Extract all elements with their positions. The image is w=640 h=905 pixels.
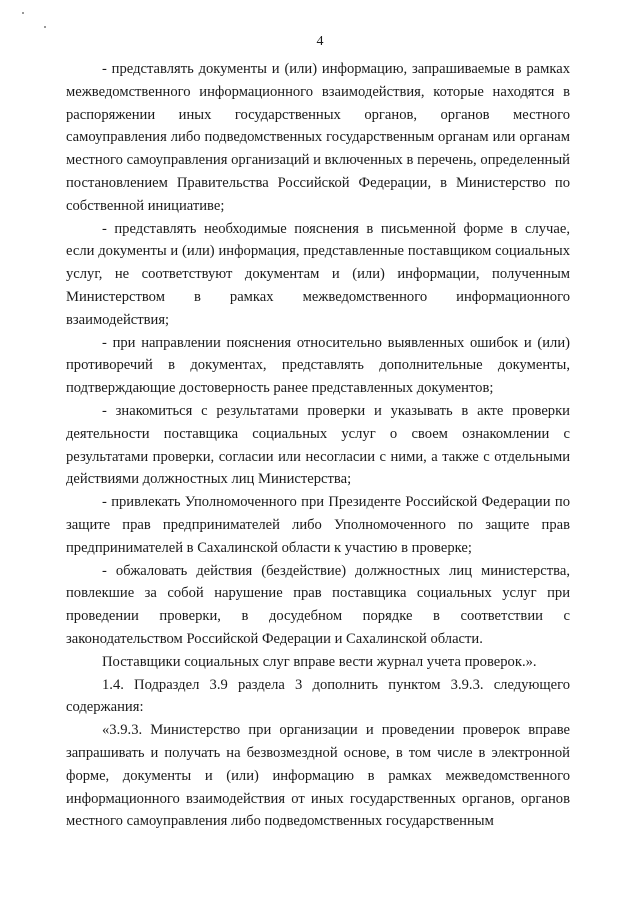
- document-body: [66, 58, 570, 833]
- page-number: 4: [316, 34, 324, 49]
- scan-speck: [22, 12, 24, 14]
- scan-speck: [44, 26, 46, 28]
- paragraph-clause-3-9-3: «3.9.3. Министерство при организации и проведении проверок вправе запрашивать и получать на безвозмездной основе, в том числе в электронной форме, документы и (или) информацию в рамках межведомственного информационного взаимодействия от иных государственных органов, органов местного самоуправления либо подведомственных государственным: [66, 722, 570, 830]
- paragraph-written-explanations: - представлять необходимые пояснения в письменной форме в случае, если документы и (или) информация, представленные поставщиком социальных услуг, не соответствуют документам и (или) информации, полученным Министерством в рамках межведомственного информационного взаимодействия;: [66, 220, 570, 328]
- paragraph-inspection-journal: Поставщики социальных слуг вправе вести журнал учета проверок.».: [102, 653, 537, 670]
- paragraph-submit-documents: - представлять документы и (или) информацию, запрашиваемые в рамках межведомственного информационного взаимодействия, которые находятся в распоряжении иных государственных органов, органов местного самоуправления либо подведомственных государственным органам или органам местного самоуправления организаций и включенных в перечень, определенный постановлением Правительства Российской Федерации, в Министерство по собственной инициативе;: [66, 61, 570, 214]
- paragraph-amendment-1-4: 1.4. Подраздел 3.9 раздела 3 дополнить пунктом 3.9.3. следующего содержания:: [66, 676, 570, 716]
- paragraph-appeal-actions: - обжаловать действия (бездействие) должностных лиц министерства, повлекшие за собой нарушение прав поставщика социальных услуг при проведении проверки, в досудебном порядке в соответствии с законодательством Российской Федерации и Сахалинской области.: [66, 562, 570, 647]
- paragraph-review-results: - знакомиться с результатами проверки и указывать в акте проверки деятельности поставщика социальных услуг о своем ознакомлении с результатами проверки, согласии или несогласии с ними, а также с отдельными действиями должностных лиц Министерства;: [66, 402, 570, 488]
- paragraph-involve-ombudsman: - привлекать Уполномоченного при Президенте Российской Федерации по защите прав предпринимателей либо Уполномоченного по защите прав предпринимателей в Сахалинской области к участию в проверке;: [66, 494, 570, 556]
- paragraph-additional-documents: - при направлении пояснения относительно выявленных ошибок и (или) противоречий в документах, представлять дополнительные документы, подтверждающие достоверность ранее представленных документов;: [66, 334, 570, 397]
